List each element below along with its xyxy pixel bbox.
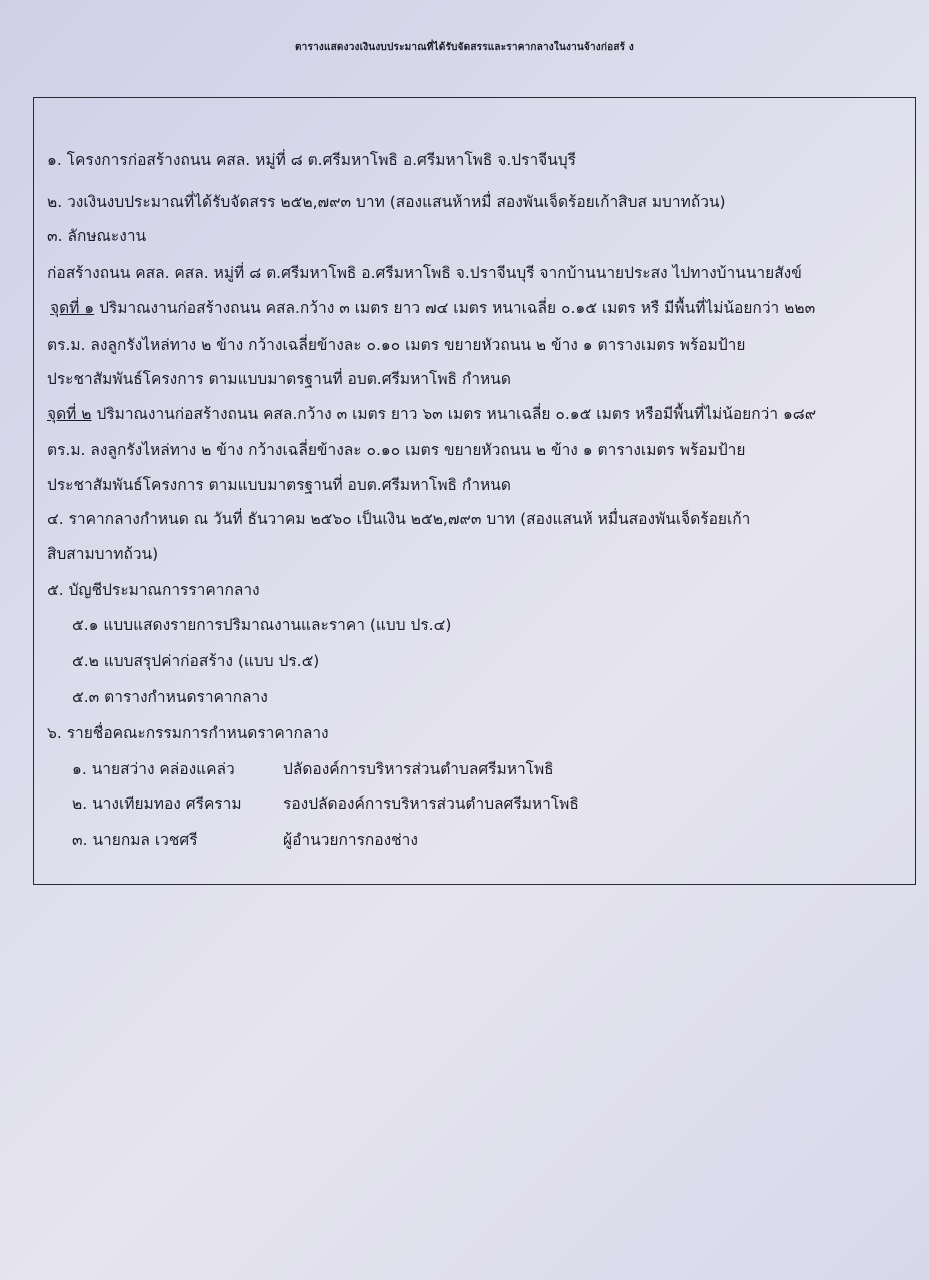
item-5-1: ๕.๑ แบบแสดงรายการปริมาณงานและราคา (แบบ ปร.๔) — [72, 616, 452, 634]
committee-member-1-name: ๑. นายสว่าง คล่องแคล่ว — [72, 760, 235, 778]
item-6-heading: ๖. รายชื่อคณะกรรมการกำหนดราคากลาง — [47, 724, 329, 742]
committee-member-3-name: ๓. นายกมล เวชศรี — [72, 831, 198, 849]
item-4-line-2: สิบสามบาทถ้วน) — [47, 545, 159, 563]
item-1-project: ๑. โครงการก่อสร้างถนน คสล. หมู่ที่ ๘ ต.ศรีมหาโพธิ อ.ศรีมหาโพธิ จ.ปราจีนบุรี — [47, 151, 577, 169]
document-title: ตารางแสดงวงเงินงบประมาณที่ได้รับจัดสรรและราคากลางในงานจ้างก่อสร้ ง — [294, 42, 634, 53]
committee-member-3-position: ผู้อำนวยการกองช่าง — [283, 831, 418, 849]
committee-member-2-name: ๒. นางเทียมทอง ศรีคราม — [72, 795, 242, 813]
item-5-heading: ๕. บัญชีประมาณการราคากลาง — [47, 581, 260, 599]
point-2-line-3: ประชาสัมพันธ์โครงการ ตามแบบมาตรฐานที่ อบต.ศรีมหาโพธิ กำหนด — [47, 476, 511, 494]
point-2-line-1 — [47, 404, 816, 424]
point-1-text: ปริมาณงานก่อสร้างถนน คสล.กว้าง ๓ เมตร ยาว ๗๔ เมตร หนาเฉลี่ย ๐.๑๕ เมตร หรื มีพื้นที่ไม่น้อยกว่า ๒๒๓ — [94, 299, 816, 317]
item-5-2: ๕.๒ แบบสรุปค่าก่อสร้าง (แบบ ปร.๕) — [72, 652, 320, 670]
item-4-line-1: ๔. ราคากลางกำหนด ณ วันที่ ธันวาคม ๒๕๖๐ เป็นเงิน ๒๕๒,๗๙๓ บาท (สองแสนห้ หมื่นสองพันเจ็ดร้อยเก้า — [47, 510, 751, 528]
committee-member-1-position: ปลัดองค์การบริหารส่วนตำบลศรีมหาโพธิ — [283, 760, 554, 778]
item-3-heading: ๓. ลักษณะงาน — [47, 227, 147, 245]
committee-member-2-position: รองปลัดองค์การบริหารส่วนตำบลศรีมหาโพธิ — [283, 795, 579, 813]
point-2-text: ปริมาณงานก่อสร้างถนน คสล.กว้าง ๓ เมตร ยาว ๖๓ เมตร หนาเฉลี่ย ๐.๑๕ เมตร หรือมีพื้นที่ไม่น้อยกว่า ๑๘๙ — [91, 405, 817, 423]
point-1-line-3: ประชาสัมพันธ์โครงการ ตามแบบมาตรฐานที่ อบต.ศรีมหาโพธิ กำหนด — [47, 370, 511, 388]
item-3-description: ก่อสร้างถนน คสล. คสล. หมู่ที่ ๘ ต.ศรีมหาโพธิ อ.ศรีมหาโพธิ จ.ปราจีนบุรี จากบ้านนายประสง ไปทางบ้านนายสังข์ — [47, 264, 802, 282]
item-5-3: ๕.๓ ตารางกำหนดราคากลาง — [72, 688, 268, 706]
point-1-line-1 — [50, 298, 815, 318]
point-1-line-2: ตร.ม. ลงลูกรังไหล่ทาง ๒ ข้าง กว้างเฉลี่ยข้างละ ๐.๑๐ เมตร ขยายหัวถนน ๒ ข้าง ๑ ตารางเมตร พร้อมป้าย — [47, 336, 746, 354]
point-1-label: จุดที่ ๑ — [50, 299, 95, 317]
item-2-budget: ๒. วงเงินงบประมาณที่ได้รับจัดสรร ๒๕๒,๗๙๓ บาท (สองแสนห้าหมื่ สองพันเจ็ดร้อยเก้าสิบส มบาทถ้วน) — [47, 193, 726, 211]
point-2-label: จุดที่ ๒ — [47, 405, 92, 423]
point-2-line-2: ตร.ม. ลงลูกรังไหล่ทาง ๒ ข้าง กว้างเฉลี่ยข้างละ ๐.๑๐ เมตร ขยายหัวถนน ๒ ข้าง ๑ ตารางเมตร พร้อมป้าย — [47, 441, 746, 459]
